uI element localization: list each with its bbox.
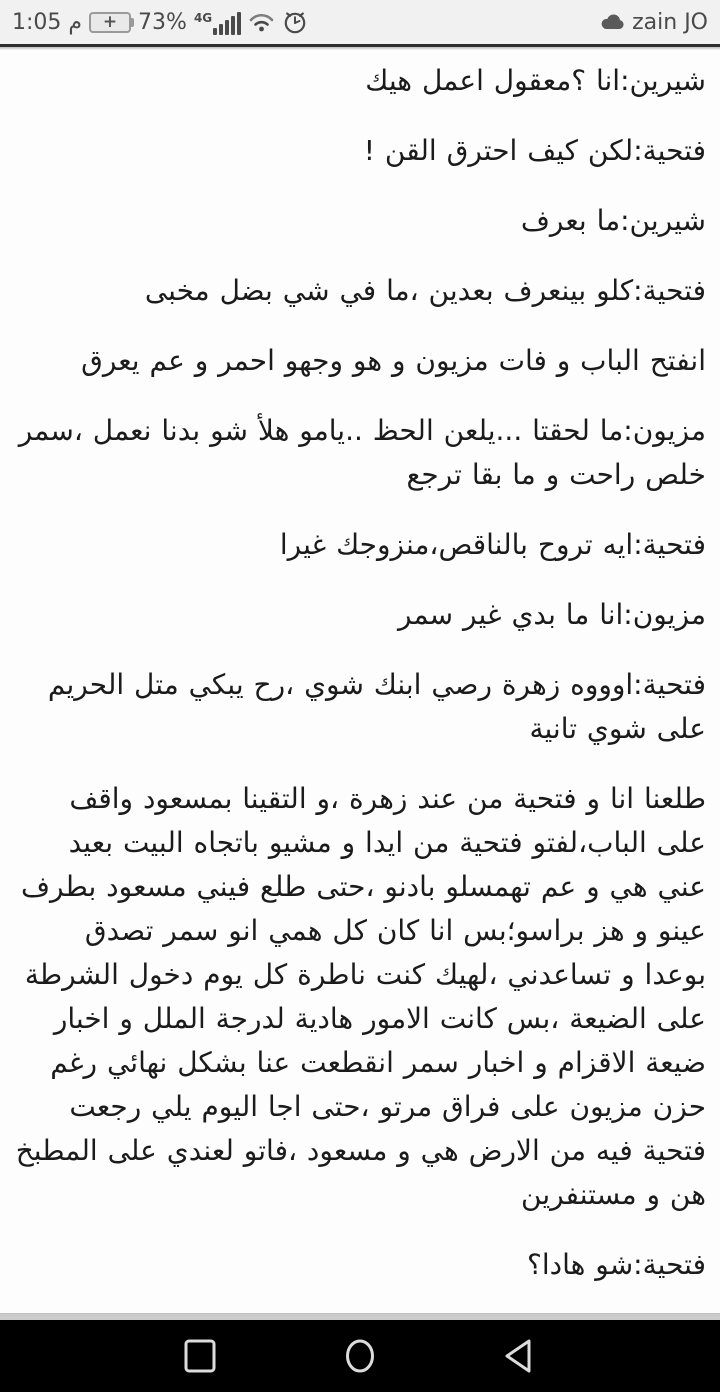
network-type-label: 4G — [193, 10, 213, 25]
back-triangle-icon — [500, 1336, 536, 1376]
story-paragraph: انفتح الباب و فات مزيون و هو وجهو احمر و عم يعرق — [81, 344, 706, 377]
android-navigation-bar — [0, 1320, 720, 1392]
status-bar — [0, 0, 720, 44]
back-button[interactable] — [458, 1320, 578, 1392]
story-paragraph: مزيون:انا ما بدي غير سمر — [398, 598, 706, 631]
home-circle-icon — [344, 1337, 376, 1375]
home-button[interactable] — [300, 1320, 420, 1392]
status-bar-left — [12, 9, 308, 35]
cell-signal-icon — [194, 10, 241, 35]
story-paragraph: طلعنا انا و فتحية من عند زهرة ،و التقينا بمسعود واقف على الباب،لفتو فتحية من ايدا و مشيو باتجاه البيت بعيد عني هي و عم تهمسلو بادنو ،حتى طلع فيني مسعود بطرف عينو و هز براسو؛بس انا كان كل همي انو سمر تصدق بوعدا و تساعدني ،لهيك كنت ناطرة كل يوم دخول الشرطة على الضيعة ،بس كانت الامور هادية لدرجة الملل و اخبار ضيعة الاقزام و اخبار سمر انقطعت عنا بشكل نهائي رغم حزن مزيون على فراق مرتو ،حتى اجا اليوم يلي رجعت فتحية فيه من الارض هي و مسعود ،فاتو لعندي على المطبخ هن و مستنفرين — [15, 782, 706, 1211]
clock-time: م 1:05 — [12, 9, 83, 35]
alarm-clock-icon — [282, 9, 308, 35]
story-reader-page[interactable] — [0, 50, 720, 1313]
cloud-icon — [599, 13, 625, 31]
story-paragraph: فتحية:لكن كيف احترق القن ! — [363, 134, 706, 167]
battery-tip — [131, 18, 134, 27]
battery-charging-icon — [89, 12, 131, 33]
recents-button[interactable] — [140, 1320, 260, 1392]
recents-square-icon — [183, 1337, 217, 1375]
story-paragraph: مزيون:ما لحقتا ...يلعن الحظ ..يامو هلأ شو بدنا نعمل ،سمر خلص راحت و ما بقا ترجع — [18, 414, 706, 491]
story-paragraph: فتحية:شو هادا؟ — [526, 1248, 706, 1281]
battery-percent: 73% — [138, 9, 187, 35]
story-paragraph: شيرين:ما بعرف — [520, 204, 706, 237]
story-paragraph: فتحية:اوووه زهرة رصي ابنك شوي ،رح يبكي متل الحريم على شوي تانية — [47, 668, 706, 745]
content-bottom-edge — [0, 1313, 720, 1320]
story-paragraph: فتحية:ايه تروح بالناقص،منزوجك غيرا — [279, 528, 706, 561]
status-bar-right — [599, 10, 708, 35]
battery-plus-glyph: + — [102, 11, 118, 32]
signal-bars-icon — [213, 12, 241, 35]
story-paragraph: فتحية:كلو بينعرف بعدين ،ما في شي بضل مخبى — [144, 274, 706, 307]
wifi-icon — [248, 11, 275, 33]
carrier-label: zain JO — [632, 9, 708, 35]
story-paragraph: شيرين:انا ؟معقول اعمل هيك — [365, 64, 706, 97]
